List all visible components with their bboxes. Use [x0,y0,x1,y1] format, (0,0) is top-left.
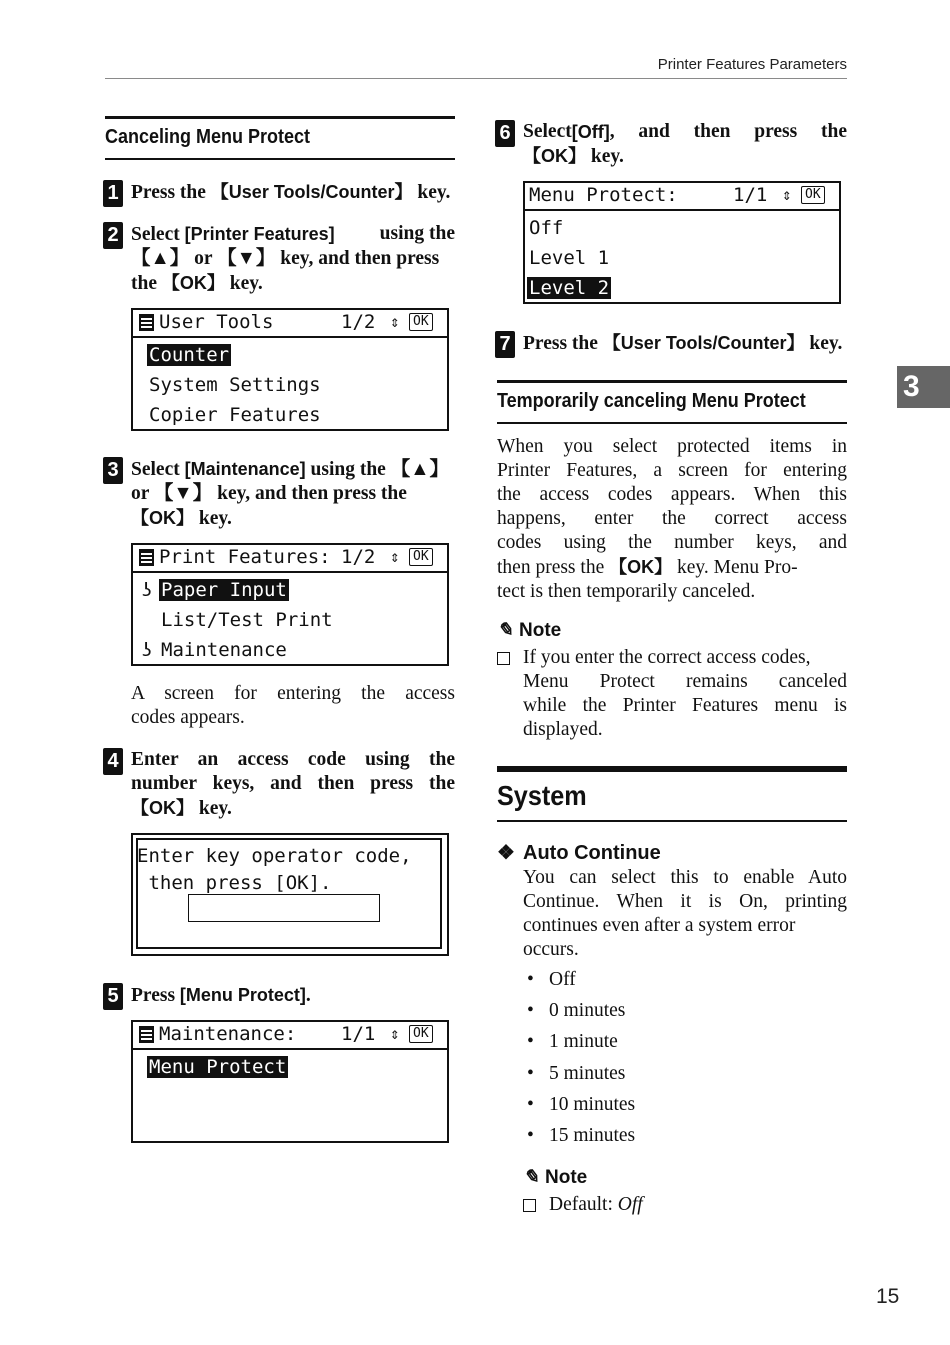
running-header [105,56,847,79]
step-number: 4 [103,748,123,775]
step-4: 4 Enter an access code using the number keys, and then press the 【OK】 key. [131,748,455,821]
up-down-icon: ⇕ [390,1024,400,1043]
user-tools-key: 【User Tools/Counter】 [602,333,805,353]
pencil-icon: ✎ [497,620,513,641]
list-item: • 15 minutes [527,1124,635,1155]
diamond-bullet-icon: ❖ [497,842,515,864]
step-number: 7 [495,331,515,358]
step-3: 3 Select [Maintenance] using the 【▲】 or 【▼】 key, and then press the 【OK】 key. [131,457,455,531]
ok-icon: OK [409,313,433,331]
menu-icon [139,549,154,566]
step-number: 3 [103,457,123,484]
lcd-menu-protect: Menu Protect: 1/1 ⇕ OK Off Level 1 Level 2 [523,181,841,304]
access-code-input[interactable] [188,894,380,922]
step-1: 1 Press the 【User Tools/Counter】 key. [131,180,461,205]
ok-icon: OK [409,1025,433,1043]
ok-icon: OK [409,548,433,566]
menu-icon [139,1026,154,1043]
step-number: 6 [495,120,515,147]
list-item: • 1 minute [527,1030,635,1061]
page-number: 15 [876,1285,900,1308]
ok-icon: OK [801,186,825,204]
lcd-maintenance: Maintenance: 1/1 ⇕ OK Menu Protect [131,1020,449,1143]
header-title: Printer Features Parameters [657,56,847,73]
section-title-temporarily: Temporarily canceling Menu Protect [497,380,847,424]
pencil-icon: ✎ [523,1167,539,1188]
chapter-tab: 3 [897,366,950,408]
list-item: • 10 minutes [527,1093,635,1124]
wrench-icon: ʖ [141,639,153,661]
step-number: 5 [103,983,123,1010]
note-heading: ✎ Note [523,1167,588,1188]
checkbox-icon [523,1199,536,1212]
access-screen-paragraph: A screen for entering the access codes appears. [131,683,455,728]
note-heading: ✎ Note [497,620,562,641]
note-text: If you enter the correct access codes, Menu Protect remains canceled while the Printer Features menu is displayed. [523,647,847,740]
step-number: 1 [103,180,123,207]
list-item: • Off [527,968,635,999]
temporary-cancel-paragraph: When you select protected items in Printer Features, a screen for entering the access codes appears. When this happens, enter the correct access codes using the number keys, and then press the 【OK】 key. Menu Pro- tect is then temporarily canceled. [497,436,847,602]
checkbox-icon [497,652,510,665]
section-title-canceling: Canceling Menu Protect [105,116,455,160]
step-6: 6 Select [Off] , and then press the 【OK】 key. [523,120,847,169]
step-5: 5 Press [Menu Protect]. [131,983,461,1008]
up-down-icon: ⇕ [390,312,400,331]
wrench-icon: ʖ [141,579,153,601]
lcd-print-features: Print Features: 1/2 ⇕ OK ʖ Paper Input List/Test Print ʖ Maintenance [131,543,449,666]
lcd-user-tools: User Tools 1/2 ⇕ OK Counter System Settings Copier Features [131,308,449,431]
lcd-access-code: Enter key operator code, then press [OK]. [131,833,449,956]
up-down-icon: ⇕ [782,185,792,204]
default-note: Default: Off [549,1194,643,1215]
auto-continue-description: You can select this to enable Auto Continue. When it is On, printing continues even after a system error occurs. [523,867,847,960]
list-item: • 0 minutes [527,999,635,1030]
up-down-icon: ⇕ [390,547,400,566]
step-7: 7 Press the 【User Tools/Counter】 key. [523,331,853,356]
menu-icon [139,314,154,331]
user-tools-key: 【User Tools/Counter】 [210,182,413,202]
auto-continue-options [527,968,635,1155]
list-item: • 5 minutes [527,1062,635,1093]
system-heading: System [497,766,847,822]
auto-continue-heading: ❖ Auto Continue [497,842,661,864]
step-number: 2 [103,222,123,249]
step-2: 2 Select [Printer Features] using the 【▲】 or 【▼】 key, and then press the 【OK】 key. [131,222,455,296]
